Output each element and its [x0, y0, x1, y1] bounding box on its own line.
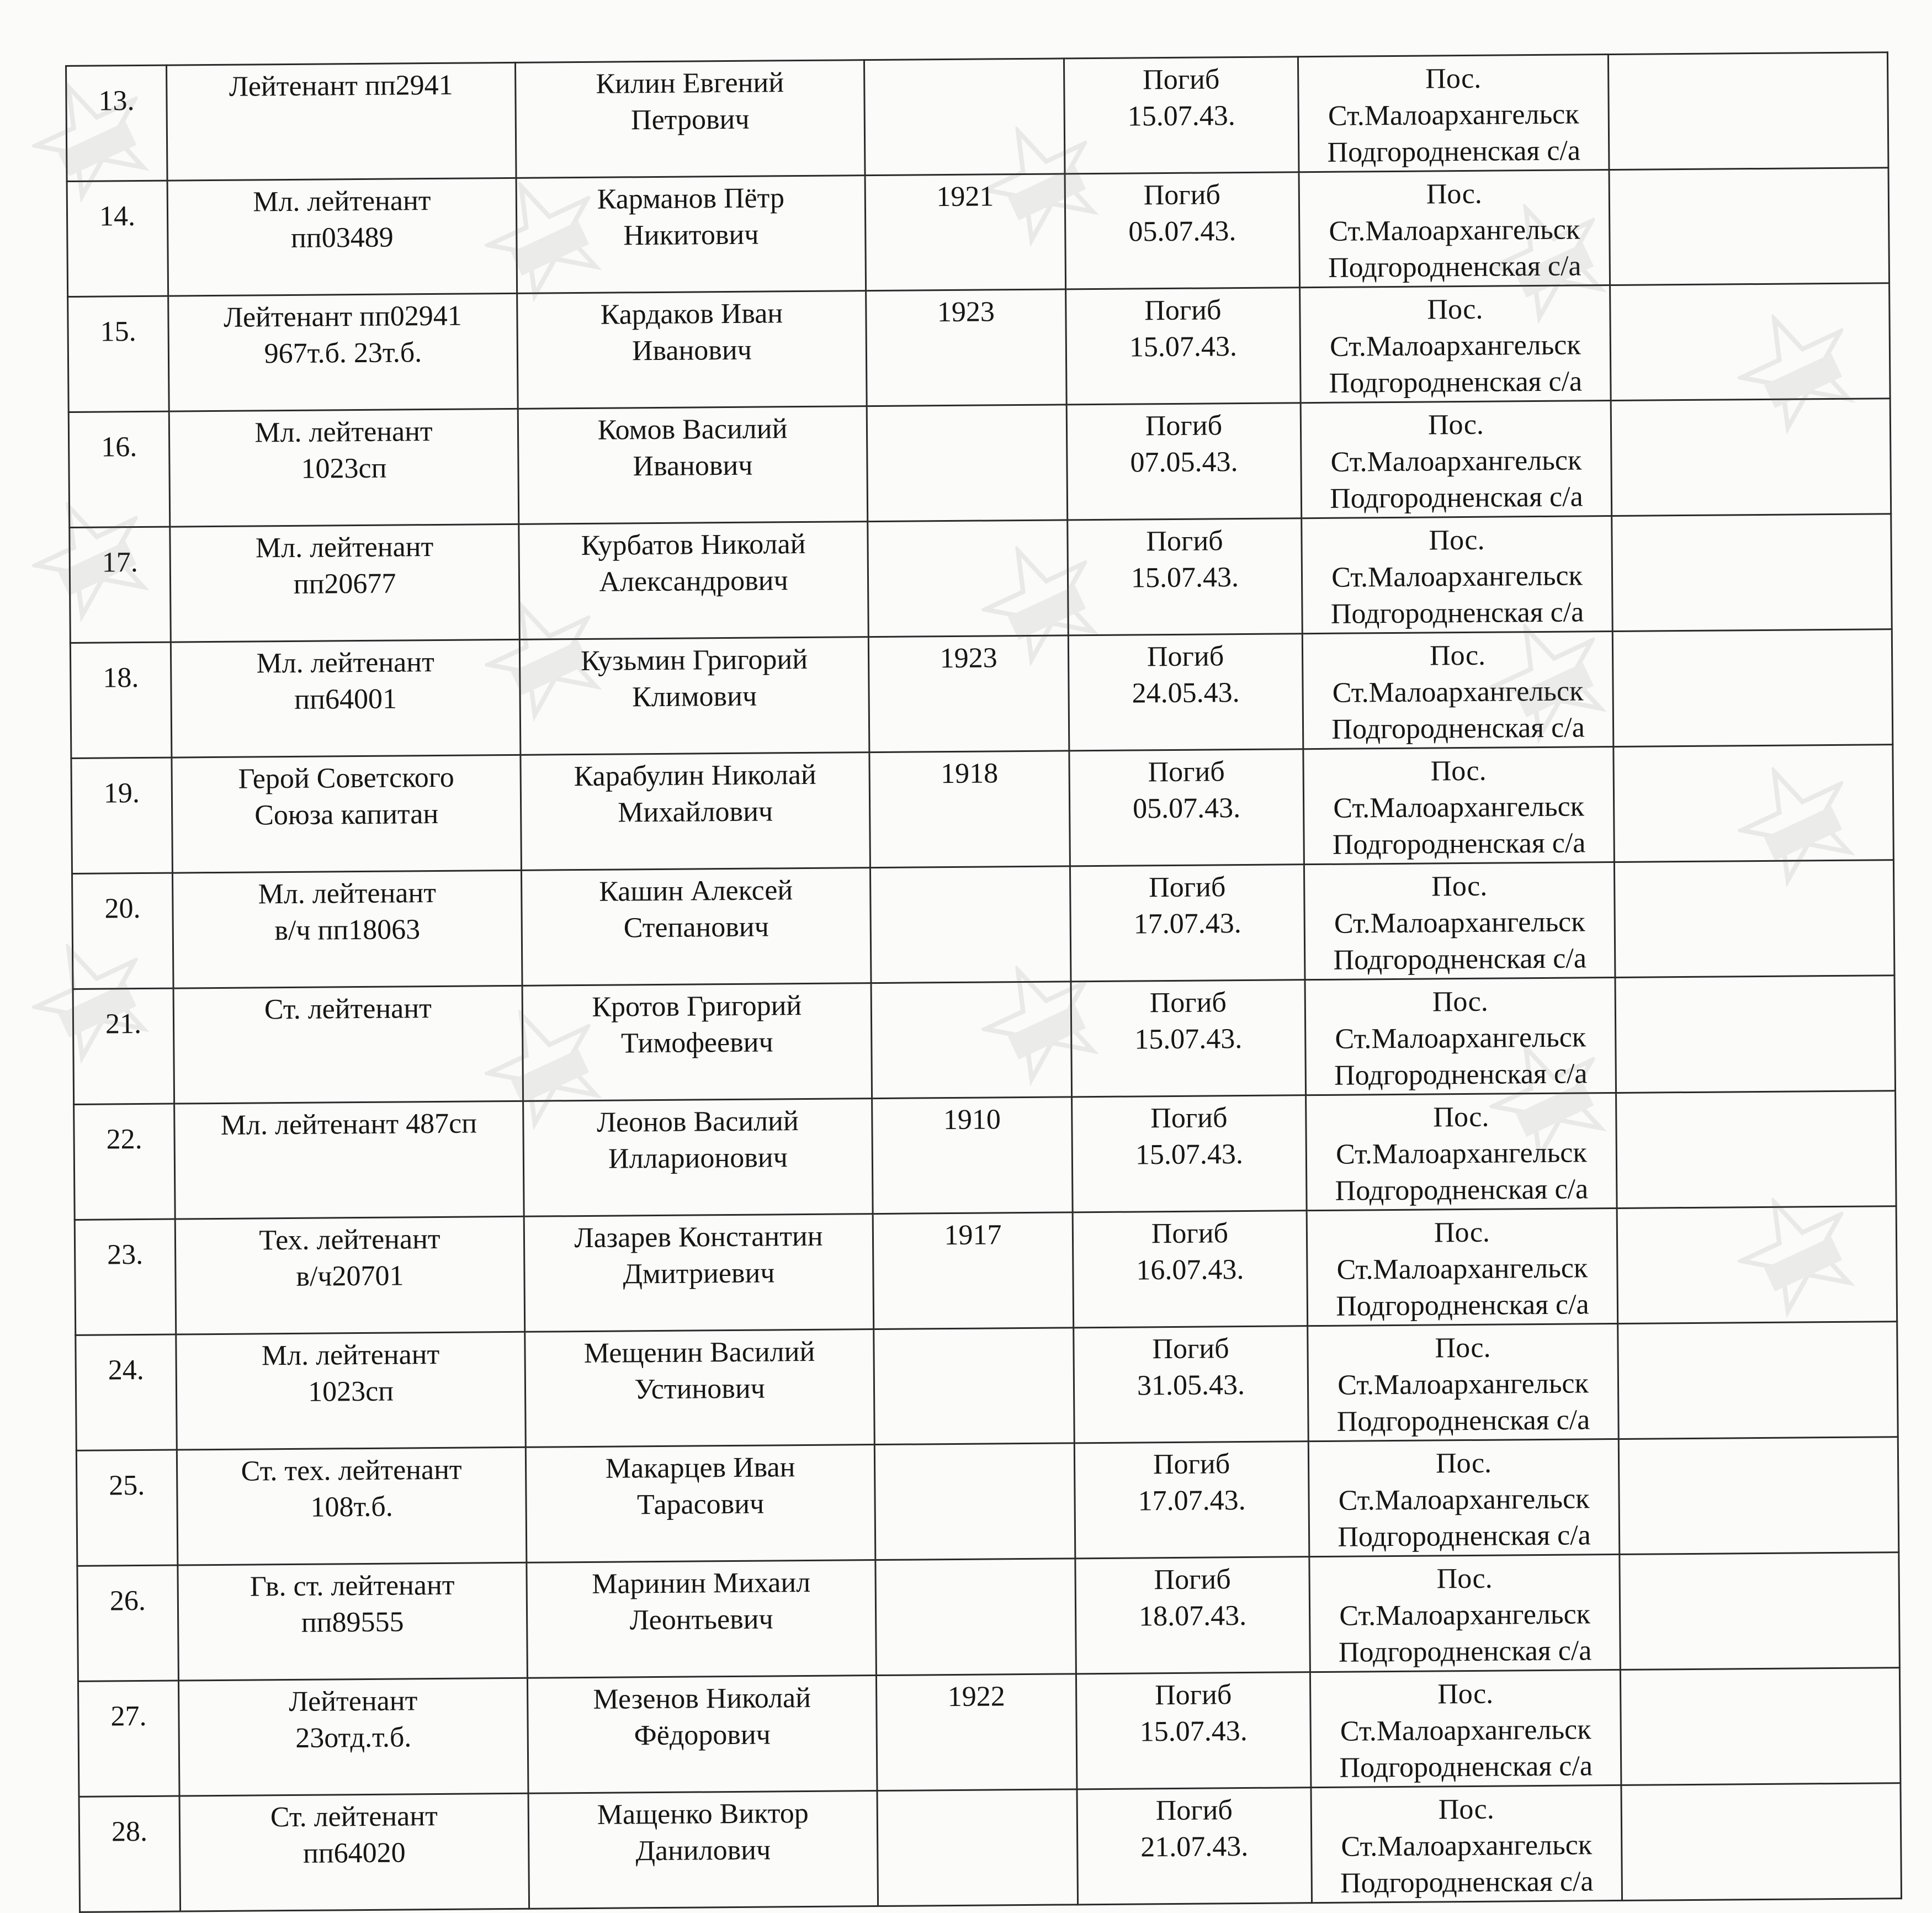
- birth-year-cell-text: 1921: [936, 181, 994, 213]
- name-cell-line: Тимофеевич: [620, 1026, 773, 1059]
- burial-place-cell: [1309, 1554, 1621, 1672]
- status-cell-line: 21.07.43.: [1140, 1831, 1249, 1863]
- rank-cell-line: пп03489: [290, 221, 394, 254]
- burial-place-cell: [1302, 516, 1613, 633]
- status-cell: [1066, 403, 1302, 520]
- status-cell-line: Погиб: [1150, 1102, 1228, 1135]
- rank-cell-line: 108т.б.: [310, 1491, 393, 1523]
- table-row: [77, 1552, 1899, 1682]
- name-cell: [528, 1791, 878, 1909]
- status-cell-line: Погиб: [1148, 871, 1226, 904]
- burial-place-cell: [1298, 55, 1609, 172]
- rank-cell-line: Мл. лейтенант 487сп: [220, 1107, 477, 1141]
- name-cell-line: Кротов Григорий: [592, 990, 802, 1023]
- status-cell-line: 15.07.43.: [1130, 561, 1239, 594]
- row-number-cell: [75, 1219, 176, 1335]
- birth-year-cell: [872, 1097, 1073, 1214]
- table-row: [74, 1091, 1896, 1220]
- burial-place-cell: [1299, 170, 1610, 288]
- status-cell-line: Погиб: [1146, 525, 1223, 558]
- note-cell: [1608, 52, 1888, 170]
- rank-cell-line: Мл. лейтенант: [261, 1338, 440, 1372]
- burial-place-cell: [1308, 1323, 1619, 1441]
- rank-cell-line: пп89555: [301, 1606, 404, 1639]
- burial-place-cell-line: Пос. Ст.Малоархангельск: [1340, 1678, 1591, 1747]
- burial-place-cell-line: Подгородненская с/а: [1330, 481, 1583, 515]
- status-cell-line: 07.05.43.: [1130, 446, 1238, 479]
- status-cell-line: 18.07.43.: [1138, 1600, 1247, 1633]
- birth-year-cell: [875, 1559, 1076, 1676]
- status-cell-line: Погиб: [1155, 1794, 1233, 1827]
- burial-place-cell-line: Подгородненская с/а: [1332, 827, 1586, 861]
- status-cell: [1068, 634, 1303, 751]
- table-row: [66, 52, 1888, 182]
- row-number-cell-text: 28.: [111, 1815, 148, 1848]
- birth-year-cell: [865, 174, 1066, 291]
- table-row: [70, 629, 1892, 759]
- burial-place-cell-line: Пос. Ст.Малоархангельск: [1336, 1216, 1588, 1286]
- rank-cell-line: пп64001: [294, 683, 397, 716]
- table-row: [76, 1322, 1898, 1451]
- name-cell-line: Илларионович: [608, 1142, 788, 1175]
- name-cell: [527, 1676, 877, 1794]
- row-number-cell: [71, 757, 173, 873]
- burial-place-cell: [1305, 977, 1616, 1095]
- name-cell-line: Тарасович: [636, 1488, 765, 1521]
- rank-cell-line: Мл. лейтенант: [254, 416, 433, 449]
- birth-year-cell: [866, 289, 1067, 406]
- birth-year-cell: [870, 866, 1071, 983]
- status-cell: [1068, 518, 1303, 635]
- rank-cell-line: Союза капитан: [254, 798, 439, 831]
- row-number-cell-text: 13.: [98, 85, 135, 117]
- note-cell: [1617, 1206, 1897, 1324]
- burial-place-cell-line: Пос. Ст.Малоархангельск: [1332, 639, 1584, 709]
- burial-place-cell-line: Подгородненская с/а: [1340, 1866, 1594, 1899]
- rank-cell: [171, 639, 521, 757]
- burial-place-cell-line: Пос. Ст.Малоархангельск: [1335, 1101, 1587, 1170]
- row-number-cell: [67, 181, 168, 296]
- status-cell-line: 15.07.43.: [1139, 1715, 1248, 1748]
- status-cell-line: 17.07.43.: [1133, 908, 1241, 940]
- rank-cell: [178, 1678, 528, 1796]
- rank-cell-line: Мл. лейтенант: [253, 185, 431, 218]
- note-cell: [1610, 283, 1891, 401]
- status-cell-line: Погиб: [1154, 1679, 1232, 1711]
- burial-place-cell-line: Подгородненская с/а: [1334, 1058, 1588, 1091]
- name-cell-line: Кардаков Иван: [600, 298, 783, 331]
- row-number-cell-text: 16.: [100, 431, 137, 463]
- birth-year-cell-text: 1918: [940, 757, 999, 790]
- birth-year-cell-text: 1923: [937, 296, 995, 328]
- note-cell: [1613, 745, 1894, 862]
- burial-place-cell-line: Подгородненская с/а: [1336, 1404, 1590, 1438]
- row-number-cell: [70, 642, 172, 758]
- table-row: [76, 1437, 1898, 1566]
- burial-place-cell: [1300, 285, 1611, 403]
- burial-place-cell-line: Пос. Ст.Малоархангельск: [1329, 293, 1581, 363]
- status-cell-line: 15.07.43.: [1135, 1138, 1244, 1171]
- status-cell-line: 31.05.43.: [1137, 1369, 1245, 1402]
- note-cell-text: [1609, 53, 1887, 55]
- burial-place-cell-line: Подгородненская с/а: [1338, 1635, 1592, 1668]
- rank-cell-line: 1023сп: [307, 1375, 394, 1408]
- row-number-cell-text: 14.: [99, 200, 136, 232]
- status-cell-line: Погиб: [1145, 410, 1223, 442]
- birth-year-cell: [877, 1789, 1078, 1906]
- rank-cell-line: пп20677: [293, 568, 396, 600]
- rank-cell-line: 1023сп: [301, 452, 387, 485]
- table-row: [78, 1668, 1900, 1797]
- status-cell-line: 24.05.43.: [1132, 677, 1240, 709]
- birth-year-cell-text: [875, 1447, 1074, 1449]
- status-cell-line: 15.07.43.: [1134, 1023, 1243, 1056]
- burial-place-cell-line: Подгородненская с/а: [1339, 1750, 1593, 1784]
- burial-place-cell-line: Пос. Ст.Малоархангельск: [1331, 524, 1583, 593]
- table-row: [75, 1206, 1897, 1336]
- row-number-cell-text: 24.: [108, 1354, 144, 1386]
- status-cell: [1072, 1095, 1307, 1212]
- name-cell-line: Мезенов Николай: [593, 1682, 811, 1715]
- rank-cell: [170, 524, 520, 642]
- row-number-cell: [66, 65, 168, 181]
- rank-cell-line: Лейтенант пп02941: [223, 300, 463, 333]
- rank-cell: [172, 870, 522, 988]
- roster-table-body: [66, 52, 1902, 1912]
- status-cell-line: 05.07.43.: [1128, 215, 1236, 248]
- status-cell: [1070, 865, 1305, 982]
- row-number-cell-text: 17.: [102, 547, 138, 579]
- rank-cell-line: Лейтенант пп2941: [229, 69, 453, 103]
- status-cell-line: Погиб: [1152, 1333, 1229, 1365]
- row-number-cell: [76, 1450, 178, 1566]
- name-cell-line: Кузьмин Григорий: [580, 643, 808, 677]
- name-cell-line: Курбатов Николай: [581, 528, 806, 562]
- status-cell-line: 16.07.43.: [1136, 1254, 1244, 1286]
- row-number-cell-text: 15.: [100, 316, 136, 348]
- name-cell-line: Иванович: [633, 449, 753, 483]
- status-cell: [1073, 1211, 1308, 1328]
- birth-year-cell-text: [868, 524, 1066, 526]
- burial-place-cell-line: Подгородненская с/а: [1336, 1289, 1589, 1322]
- birth-year-cell: [874, 1328, 1075, 1445]
- birth-year-cell-text: [878, 1793, 1076, 1795]
- burial-place-cell-line: Пос. Ст.Малоархангельск: [1337, 1332, 1589, 1401]
- burial-place-cell: [1303, 746, 1615, 864]
- rank-cell: [178, 1562, 528, 1681]
- burial-place-cell-line: Пос. Ст.Малоархангельск: [1329, 178, 1580, 247]
- name-cell: [525, 1329, 875, 1448]
- name-cell: [523, 1099, 873, 1217]
- status-cell: [1065, 172, 1300, 289]
- name-cell-line: Климович: [631, 680, 757, 713]
- rank-cell: [167, 178, 517, 296]
- birth-year-cell: [876, 1674, 1077, 1791]
- rank-cell-line: Гв. ст. лейтенант: [250, 1569, 455, 1603]
- status-cell: [1074, 1326, 1309, 1443]
- name-cell: [518, 406, 868, 524]
- name-cell: [516, 176, 866, 294]
- burial-place-cell-line: Подгородненская с/а: [1333, 942, 1587, 976]
- table-row: [68, 283, 1890, 412]
- burial-place-cell: [1302, 631, 1613, 749]
- name-cell-line: Петрович: [630, 103, 750, 136]
- row-number-cell-text: 27.: [110, 1700, 147, 1732]
- name-cell-line: Никитович: [623, 219, 759, 252]
- birth-year-cell-text: [868, 409, 1066, 410]
- rank-cell: [168, 293, 518, 411]
- name-cell: [517, 291, 867, 409]
- status-cell-line: 05.07.43.: [1132, 792, 1241, 825]
- name-cell-line: Михайлович: [618, 796, 773, 829]
- table-row: [70, 514, 1892, 643]
- name-cell-line: Карманов Пётр: [597, 182, 785, 215]
- burial-place-cell-line: Пос. Ст.Малоархангельск: [1334, 870, 1585, 940]
- name-cell-line: Леонов Василий: [596, 1105, 799, 1138]
- rank-cell-line: в/ч пп18063: [274, 914, 421, 947]
- burial-place-cell-line: Пос. Ст.Малоархангельск: [1333, 755, 1585, 824]
- birth-year-cell-text: [871, 870, 1069, 872]
- status-cell-line: Погиб: [1142, 63, 1220, 96]
- burial-place-cell: [1311, 1785, 1622, 1903]
- table-row: [71, 745, 1893, 874]
- status-cell: [1069, 749, 1304, 866]
- burial-place-cell-line: Пос. Ст.Малоархангельск: [1339, 1562, 1591, 1632]
- row-number-cell: [74, 1104, 176, 1220]
- note-cell: [1618, 1437, 1899, 1555]
- note-cell: [1609, 168, 1889, 285]
- roster-table: [65, 51, 1902, 1913]
- birth-year-cell: [867, 405, 1068, 522]
- note-cell: [1620, 1668, 1901, 1785]
- rank-cell-line: пп64020: [302, 1837, 406, 1869]
- row-number-cell: [68, 411, 170, 527]
- row-number-cell-text: 23.: [107, 1239, 144, 1271]
- birth-year-cell: [868, 520, 1069, 637]
- burial-place-cell: [1308, 1439, 1620, 1556]
- rank-cell: [169, 409, 519, 527]
- name-cell: [515, 60, 865, 178]
- table-row: [79, 1783, 1901, 1912]
- name-cell: [519, 522, 869, 640]
- birth-year-cell-text: [876, 1562, 1074, 1564]
- birth-year-cell-text: 1923: [940, 642, 997, 675]
- rank-cell: [174, 1101, 524, 1219]
- birth-year-cell-text: [872, 985, 1070, 987]
- status-cell: [1076, 1672, 1311, 1789]
- row-number-cell-text: 20.: [104, 893, 141, 925]
- table-row: [73, 976, 1895, 1105]
- rank-cell-line: Мл. лейтенант: [255, 531, 434, 564]
- note-cell: [1612, 514, 1892, 632]
- burial-place-cell-line: Пос. Ст.Малоархангельск: [1330, 409, 1582, 478]
- birth-year-cell: [873, 1212, 1074, 1329]
- birth-year-cell: [874, 1443, 1075, 1560]
- note-cell: [1618, 1322, 1898, 1439]
- rank-cell-line: Лейтенант: [288, 1685, 418, 1718]
- row-number-cell: [68, 296, 169, 412]
- note-cell: [1611, 399, 1891, 516]
- row-number-cell: [76, 1334, 177, 1450]
- burial-place-cell: [1304, 862, 1615, 979]
- row-number-cell-text: 18.: [103, 662, 139, 694]
- burial-place-cell-line: Подгородненская с/а: [1337, 1519, 1591, 1553]
- birth-year-cell-text: 1922: [947, 1681, 1005, 1713]
- row-number-cell: [79, 1796, 181, 1912]
- rank-cell: [167, 62, 517, 181]
- rank-cell-line: 23отд.т.б.: [295, 1721, 412, 1754]
- burial-place-cell-line: Пос. Ст.Малоархангельск: [1338, 1447, 1590, 1517]
- status-cell-line: Погиб: [1154, 1564, 1231, 1596]
- burial-place-cell-line: Подгородненская с/а: [1328, 250, 1581, 284]
- note-cell: [1620, 1552, 1900, 1670]
- status-cell-line: 15.07.43.: [1127, 100, 1235, 133]
- rank-cell-line: 967т.б. 23т.б.: [264, 337, 422, 370]
- name-cell-line: Лазарев Константин: [574, 1220, 823, 1254]
- rank-cell-line: Герой Советского: [238, 761, 454, 795]
- row-number-cell: [72, 873, 173, 989]
- status-cell: [1066, 288, 1301, 405]
- status-cell-line: 15.07.43.: [1129, 331, 1238, 363]
- name-cell: [521, 753, 871, 871]
- burial-place-cell: [1301, 401, 1612, 518]
- status-cell-line: Погиб: [1148, 756, 1225, 788]
- name-cell-line: Устинович: [634, 1373, 766, 1406]
- rank-cell: [172, 755, 522, 873]
- status-cell: [1075, 1557, 1310, 1674]
- rank-cell-line: Тех. лейтенант: [259, 1223, 440, 1257]
- name-cell-line: Килин Евгений: [596, 67, 784, 100]
- row-number-cell-text: 19.: [103, 777, 140, 809]
- birth-year-cell: [868, 635, 1069, 753]
- table-row: [72, 860, 1894, 989]
- name-cell: [526, 1445, 875, 1563]
- burial-place-cell: [1310, 1670, 1621, 1787]
- name-cell-line: Комов Василий: [597, 413, 788, 446]
- name-cell-line: Иванович: [631, 334, 752, 367]
- status-cell-line: Погиб: [1149, 987, 1227, 1019]
- name-cell: [521, 868, 871, 986]
- status-cell-line: Погиб: [1144, 294, 1222, 327]
- row-number-cell-text: 22.: [106, 1124, 142, 1156]
- status-cell: [1077, 1788, 1312, 1905]
- rank-cell-line: Ст. лейтенант: [264, 993, 432, 1026]
- status-cell-line: Погиб: [1143, 179, 1221, 211]
- status-cell-line: Погиб: [1153, 1448, 1230, 1481]
- burial-place-cell-line: Пос. Ст.Малоархангельск: [1328, 62, 1579, 132]
- rank-cell: [179, 1793, 529, 1911]
- name-cell-line: Кашин Алексей: [599, 875, 793, 908]
- row-number-cell: [73, 988, 174, 1104]
- name-cell: [519, 637, 869, 755]
- birth-year-cell-text: 1910: [943, 1104, 1001, 1136]
- status-cell: [1071, 980, 1306, 1097]
- burial-place-cell-line: Подгородненская с/а: [1331, 712, 1585, 745]
- note-cell: [1621, 1783, 1902, 1901]
- name-cell-line: Степанович: [623, 911, 769, 944]
- burial-place-cell-line: Пос. Ст.Малоархангельск: [1341, 1793, 1593, 1863]
- burial-place-cell-line: Пос. Ст.Малоархангельск: [1335, 985, 1586, 1055]
- name-cell-line: Александрович: [599, 565, 788, 598]
- rank-cell-line: Ст. тех. лейтенант: [241, 1454, 462, 1487]
- rank-cell: [175, 1216, 525, 1334]
- status-cell-line: Погиб: [1147, 640, 1224, 673]
- birth-year-cell-text: 1917: [944, 1219, 1002, 1252]
- rank-cell: [177, 1447, 527, 1565]
- row-number-cell: [78, 1681, 179, 1797]
- birth-year-cell: [871, 982, 1072, 1099]
- status-cell-line: 17.07.43.: [1138, 1485, 1246, 1517]
- birth-year-cell: [864, 59, 1065, 176]
- table-row: [68, 399, 1891, 528]
- name-cell-line: Фёдорович: [634, 1719, 771, 1752]
- burial-place-cell-line: Подгородненская с/а: [1330, 596, 1584, 630]
- burial-place-cell-line: Подгородненская с/а: [1329, 365, 1583, 399]
- name-cell-line: Мещенин Василий: [583, 1336, 815, 1370]
- name-cell-line: Леонтьевич: [629, 1603, 773, 1636]
- rank-cell: [176, 1332, 526, 1450]
- name-cell: [527, 1560, 877, 1678]
- name-cell: [522, 983, 872, 1101]
- birth-year-cell-text: [865, 62, 1063, 64]
- status-cell: [1064, 57, 1299, 174]
- rank-cell-line: в/ч20701: [296, 1260, 404, 1292]
- name-cell-line: Маринин Михаил: [592, 1566, 811, 1600]
- rank-cell: [173, 985, 523, 1104]
- roster-table-wrap: [65, 51, 1901, 1913]
- rank-cell-line: Ст. лейтенант: [270, 1800, 438, 1833]
- note-cell: [1614, 860, 1894, 978]
- name-cell-line: Данилович: [635, 1834, 771, 1867]
- name-cell-line: Карабулин Николай: [574, 759, 816, 793]
- burial-place-cell-line: Подгородненская с/а: [1327, 135, 1581, 168]
- row-number-cell: [77, 1565, 179, 1681]
- rank-cell-line: Мл. лейтенант: [256, 647, 435, 680]
- rank-cell-line: Мл. лейтенант: [258, 877, 437, 910]
- name-cell-line: Макарцев Иван: [605, 1451, 795, 1485]
- birth-year-cell: [869, 751, 1070, 868]
- name-cell-line: Дмитриевич: [623, 1257, 775, 1290]
- row-number-cell-text: 26.: [109, 1585, 146, 1617]
- row-number-cell-text: 25.: [109, 1469, 145, 1502]
- note-cell: [1612, 629, 1893, 747]
- name-cell-line: Мащенко Виктор: [597, 1797, 809, 1831]
- burial-place-cell: [1307, 1208, 1618, 1326]
- row-number-cell: [70, 527, 171, 643]
- note-cell: [1615, 976, 1896, 1093]
- status-cell: [1074, 1442, 1309, 1559]
- table-row: [67, 168, 1889, 297]
- status-cell-line: Погиб: [1151, 1217, 1229, 1250]
- burial-place-cell-line: Подгородненская с/а: [1335, 1173, 1589, 1207]
- burial-place-cell: [1306, 1093, 1617, 1210]
- note-cell: [1616, 1091, 1897, 1209]
- birth-year-cell-text: [874, 1332, 1073, 1333]
- row-number-cell-text: 21.: [105, 1008, 142, 1040]
- name-cell: [524, 1214, 874, 1332]
